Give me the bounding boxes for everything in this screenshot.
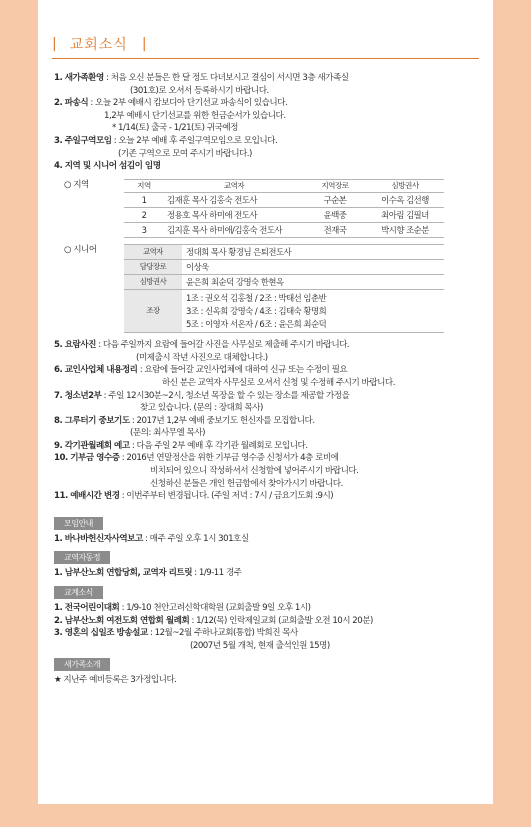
announcement-item bbox=[54, 440, 483, 453]
item-number: 9. bbox=[54, 440, 65, 451]
table-header-cell: 지역장로 bbox=[304, 179, 366, 193]
item-continuation: (2007년 5월 개척, 현재 출석인원 15명) bbox=[190, 640, 330, 651]
item-label: 파송식 bbox=[64, 98, 89, 109]
item-text: : 주일 12시30분~2시, 청소년 목장을 할 수 있는 장소를 제공할 가정을 bbox=[101, 390, 350, 401]
item-number: 3. bbox=[54, 135, 65, 146]
region-section bbox=[54, 179, 483, 239]
item-label: 그루터기 중보기도 bbox=[64, 415, 130, 426]
announcement-item bbox=[54, 160, 483, 173]
item-continuation: (301호)로 오셔서 등록하시기 바랍니다. bbox=[130, 85, 269, 96]
row-label: 심방권사 bbox=[124, 275, 182, 290]
table-cell: 전재국 bbox=[304, 223, 366, 238]
announcement-item bbox=[54, 72, 483, 85]
item-label: 각기관월례회 예고 bbox=[64, 440, 130, 451]
header-bar-right: | bbox=[141, 36, 148, 52]
item-label: 요람사진 bbox=[64, 340, 96, 351]
table-cell bbox=[182, 275, 444, 290]
table-cell: 정용호 목사 하미애 전도사 bbox=[164, 208, 304, 223]
meeting-list bbox=[54, 533, 483, 546]
item-number: 3. bbox=[54, 628, 65, 639]
item-label: 전국어린이대회 bbox=[64, 603, 120, 614]
table-cell bbox=[182, 245, 444, 260]
announcement-item bbox=[54, 602, 483, 615]
meeting-section bbox=[54, 511, 483, 546]
staff-section bbox=[54, 545, 483, 580]
table-row bbox=[124, 223, 444, 238]
announcement-item bbox=[54, 567, 483, 580]
exchange-section bbox=[54, 580, 483, 652]
announcement-item bbox=[54, 490, 483, 503]
table-cell: 3 bbox=[124, 223, 164, 238]
item-continuation: (미제출시 작년 사진으로 대체합니다.) bbox=[136, 352, 268, 363]
newfamily-note: ★ 지난주 예비등록은 3가정입니다. bbox=[54, 675, 177, 686]
item-label: 예배시간 변경 bbox=[70, 491, 120, 502]
table-row bbox=[124, 245, 444, 260]
table-header-cell: 심방권사 bbox=[366, 179, 444, 193]
item-text: : 12월~2월 주하나교회(통합) 박희진 목사 bbox=[147, 628, 298, 639]
news-content bbox=[54, 72, 483, 687]
cell-line: 정대희 목사 황경님 은퇴전도사 bbox=[186, 247, 292, 258]
announcement-item bbox=[54, 415, 483, 428]
announcement-item bbox=[54, 615, 483, 628]
item-label: 새가족환영 bbox=[64, 73, 104, 83]
senior-table bbox=[124, 244, 444, 333]
item-label: 지역 및 시니어 섬김이 임명 bbox=[64, 161, 161, 172]
exchange-badge: 교계소식 bbox=[54, 586, 103, 599]
table-cell: 김지훈 목사 하미애/김홍숙 전도사 bbox=[164, 223, 304, 238]
item-continuation: 찾고 있습니다. (문의 : 장대희 목사) bbox=[140, 403, 263, 414]
table-cell: 구순본 bbox=[304, 193, 366, 208]
item-continuation: * 1/14(토) 출국 - 1/21(토) 귀국예정 bbox=[112, 123, 238, 134]
staff-list bbox=[54, 567, 483, 580]
item-label: 교인사업체 내용정리 bbox=[64, 365, 138, 376]
senior-label: ○ 시니어 bbox=[64, 245, 97, 256]
item-text: : 다음 주일 2부 예배 후 각기관 월례회로 모입니다. bbox=[129, 440, 308, 451]
item-text: : 이번주부터 변경됩니다. (주일 저녁 : 7시 / 금요기도회 :9시) bbox=[119, 491, 334, 502]
item-text: : 1/12(목) 인락제일교회 (교회출발 오전 10시 20분) bbox=[189, 615, 373, 626]
row-label: 조장 bbox=[124, 290, 182, 333]
announcement-item bbox=[54, 533, 483, 546]
item-number: 1. bbox=[54, 533, 65, 544]
item-text: : 매주 주일 오후 1시 301호실 bbox=[142, 533, 249, 544]
item-label: 남부산노회 연합당회, 교역자 리트릿 bbox=[64, 568, 193, 579]
item-text: : 2017년 1,2부 예배 중보기도 헌신자를 모집합니다. bbox=[129, 415, 315, 426]
table-cell: 1 bbox=[124, 193, 164, 208]
item-label: 바나바헌신자사역보고 bbox=[64, 533, 143, 544]
header-divider bbox=[52, 58, 479, 59]
announcement-item bbox=[54, 452, 483, 465]
announcement-item bbox=[54, 364, 483, 377]
newfamily-badge: 새가족소개 bbox=[54, 658, 110, 671]
item-continuation: 1,2부 예배시 단기선교를 위한 헌금순서가 있습니다. bbox=[104, 110, 286, 121]
item-text: : 오늘 2부 예배 후 주일구역모임으로 모입니다. bbox=[111, 135, 278, 146]
item-label: 영혼의 십일조 방송설교 bbox=[64, 628, 148, 639]
item-label: 청소년2부 bbox=[64, 390, 102, 401]
item-number: 1. bbox=[54, 603, 65, 614]
newfamily-section bbox=[54, 652, 483, 687]
item-number: 8. bbox=[54, 415, 65, 426]
bulletin-page bbox=[38, 0, 493, 804]
table-header-cell: 지역 bbox=[124, 179, 164, 193]
item-text: : 오늘 2부 예배시 캄보디아 단기선교 파송식이 있습니다. bbox=[88, 98, 288, 109]
table-cell: 윤백중 bbox=[304, 208, 366, 223]
announcement-list-top bbox=[54, 72, 483, 173]
item-number: 2. bbox=[54, 615, 65, 626]
table-header-cell: 교역자 bbox=[164, 179, 304, 193]
table-cell: 박시향 조순분 bbox=[366, 223, 444, 238]
item-continuation: 비치되어 있으니 작성하셔서 신청함에 넣어주시기 바랍니다. bbox=[150, 466, 359, 477]
table-row bbox=[124, 193, 444, 208]
announcement-item bbox=[54, 135, 483, 148]
meeting-badge: 모임안내 bbox=[54, 517, 103, 530]
staff-badge: 교역자동정 bbox=[54, 551, 110, 564]
table-row bbox=[124, 290, 444, 333]
senior-section bbox=[54, 244, 483, 333]
region-table bbox=[124, 179, 444, 239]
item-number: 11. bbox=[54, 491, 71, 502]
item-text: : 다음 주일까지 요람에 들어갈 사진을 사무실로 제출해 주시기 바랍니다. bbox=[95, 340, 350, 351]
row-label: 담당장로 bbox=[124, 260, 182, 275]
cell-line: 5조 : 이영자 서온자 / 6조 : 윤은희 최순덕 bbox=[186, 318, 327, 329]
item-number: 10. bbox=[54, 453, 71, 464]
announcement-list-mid bbox=[54, 339, 483, 503]
cell-line: 3조 : 신옥희 강명숙 / 4조 : 김태숙 황명희 bbox=[186, 305, 327, 316]
item-text: : 1/9-11 경주 bbox=[192, 568, 242, 579]
page-title: 교회소식 bbox=[69, 37, 128, 53]
item-number: 6. bbox=[54, 365, 65, 376]
item-number: 1. bbox=[54, 73, 65, 83]
table-cell: 2 bbox=[124, 208, 164, 223]
item-text: : 처음 오신 분들은 한 달 정도 다녀보시고 결심이 서시면 3층 새가족실 bbox=[103, 73, 349, 83]
item-number: 5. bbox=[54, 340, 65, 351]
item-number: 1. bbox=[54, 568, 65, 579]
item-continuation: 신청하신 분들은 개인 헌금함에서 찾아가시기 바랍니다. bbox=[150, 478, 343, 489]
table-row bbox=[124, 275, 444, 290]
item-label: 남부산노회 여전도회 연합회 월례회 bbox=[64, 615, 190, 626]
announcement-item bbox=[54, 390, 483, 403]
table-cell: 김재훈 목사 김홍숙 전도사 bbox=[164, 193, 304, 208]
row-label: 교역자 bbox=[124, 245, 182, 260]
section-header bbox=[52, 34, 148, 54]
announcement-item bbox=[54, 339, 483, 352]
item-number: 7. bbox=[54, 390, 65, 401]
table-row bbox=[124, 260, 444, 275]
table-row bbox=[124, 208, 444, 223]
cell-line: 1조 : 권오석 김홍철 / 2조 : 박태선 임춘반 bbox=[186, 293, 327, 304]
item-continuation: 하신 분은 교역자 사무실로 오셔서 신청 및 수정해 주시기 바랍니다. bbox=[162, 377, 395, 388]
item-text: : 2016년 연말정산을 위한 기부금 영수증 신청서가 4층 로비에 bbox=[119, 453, 339, 464]
cell-line: 윤은희 최순덕 강명숙 한현옥 bbox=[186, 277, 284, 288]
item-label: 기부금 영수증 bbox=[70, 453, 120, 464]
announcement-item bbox=[54, 627, 483, 640]
cell-line: 이상욱 bbox=[186, 262, 209, 273]
item-continuation: (기존 구역으로 모여 주시기 바랍니다.) bbox=[118, 148, 252, 159]
item-label: 주일구역모임 bbox=[64, 135, 112, 146]
exchange-list bbox=[54, 602, 483, 652]
item-continuation: (문의: 최사무엘 목사) bbox=[130, 428, 205, 439]
table-cell bbox=[182, 290, 444, 333]
item-number: 2. bbox=[54, 98, 65, 109]
item-text: : 1/9-10 천안고려신학대학원 (교회출발 9일 오후 1시) bbox=[119, 603, 311, 614]
item-text: : 요람에 들어갈 교인사업체에 대하여 신규 또는 수정이 필요 bbox=[137, 365, 348, 376]
item-number: 4. bbox=[54, 161, 65, 172]
region-label: ○ 지역 bbox=[64, 179, 89, 190]
table-cell: 이수옥 김선행 bbox=[366, 193, 444, 208]
table-cell: 최아림 김필녀 bbox=[366, 208, 444, 223]
header-bar-left: | bbox=[52, 36, 58, 52]
table-cell bbox=[182, 260, 444, 275]
announcement-item bbox=[54, 97, 483, 110]
